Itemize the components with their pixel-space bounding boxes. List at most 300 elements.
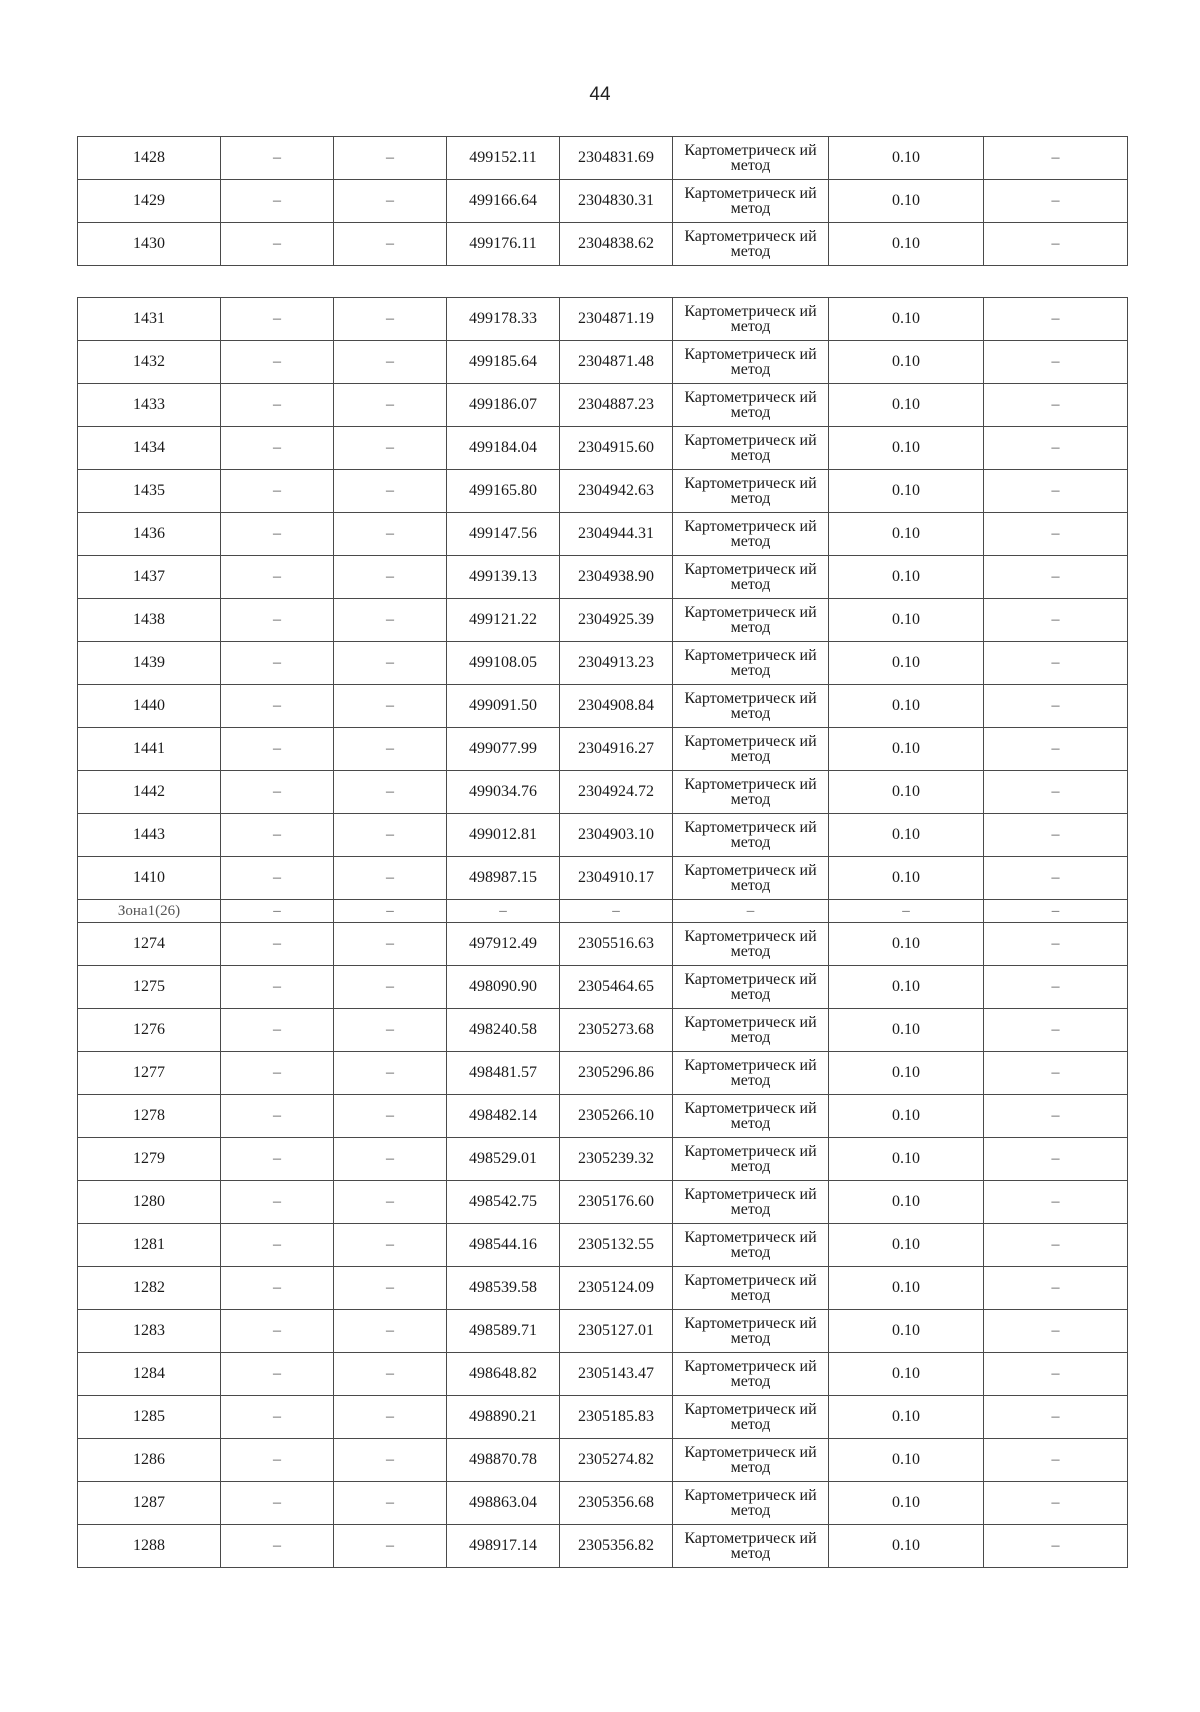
empty-value-cell: – — [334, 384, 447, 427]
point-number-cell: 1429 — [78, 180, 221, 223]
empty-value-cell: – — [334, 137, 447, 180]
empty-value-cell: – — [221, 298, 334, 341]
accuracy-cell: 0.10 — [829, 556, 984, 599]
y-coordinate-cell: 2305143.47 — [560, 1353, 673, 1396]
y-coordinate-cell: 2305273.68 — [560, 1009, 673, 1052]
method-cell: – — [673, 900, 829, 923]
empty-value-cell: – — [221, 1009, 334, 1052]
point-number-cell: 1438 — [78, 599, 221, 642]
accuracy-cell: 0.10 — [829, 1353, 984, 1396]
empty-value-cell: – — [984, 1353, 1128, 1396]
table-row — [78, 1052, 1128, 1095]
y-coordinate-cell: 2304910.17 — [560, 857, 673, 900]
table-row — [78, 923, 1128, 966]
empty-value-cell: – — [334, 1396, 447, 1439]
empty-value-cell: – — [984, 298, 1128, 341]
method-cell: Картометрическ ий метод — [673, 1439, 829, 1482]
empty-value-cell: – — [984, 470, 1128, 513]
table-row — [78, 1396, 1128, 1439]
x-coordinate-cell: – — [447, 900, 560, 923]
point-number-cell: 1282 — [78, 1267, 221, 1310]
empty-value-cell: – — [984, 1525, 1128, 1568]
accuracy-cell: 0.10 — [829, 1482, 984, 1525]
table-row — [78, 1310, 1128, 1353]
empty-value-cell: – — [334, 1525, 447, 1568]
y-coordinate-cell: 2305516.63 — [560, 923, 673, 966]
table-row — [78, 599, 1128, 642]
empty-value-cell: – — [334, 642, 447, 685]
empty-value-cell: – — [334, 1267, 447, 1310]
y-coordinate-cell: 2304938.90 — [560, 556, 673, 599]
empty-value-cell: – — [334, 1138, 447, 1181]
table-row — [78, 685, 1128, 728]
accuracy-cell: 0.10 — [829, 341, 984, 384]
method-cell: Картометрическ ий метод — [673, 814, 829, 857]
accuracy-cell: 0.10 — [829, 1052, 984, 1095]
table-row — [78, 427, 1128, 470]
point-number-cell: 1430 — [78, 223, 221, 266]
x-coordinate-cell: 499139.13 — [447, 556, 560, 599]
empty-value-cell: – — [334, 470, 447, 513]
point-number-cell: 1439 — [78, 642, 221, 685]
point-number-cell: 1280 — [78, 1181, 221, 1224]
empty-value-cell: – — [221, 1267, 334, 1310]
table-row — [78, 298, 1128, 341]
empty-value-cell: – — [984, 1138, 1128, 1181]
x-coordinate-cell: 498987.15 — [447, 857, 560, 900]
x-coordinate-cell: 498544.16 — [447, 1224, 560, 1267]
point-number-cell: 1277 — [78, 1052, 221, 1095]
page-number: 44 — [589, 84, 611, 105]
empty-value-cell: – — [221, 814, 334, 857]
y-coordinate-cell: 2305132.55 — [560, 1224, 673, 1267]
empty-value-cell: – — [221, 341, 334, 384]
point-number-cell: 1288 — [78, 1525, 221, 1568]
empty-value-cell: – — [334, 1439, 447, 1482]
point-number-cell: 1279 — [78, 1138, 221, 1181]
point-number-cell: 1432 — [78, 341, 221, 384]
accuracy-cell: 0.10 — [829, 685, 984, 728]
method-cell: Картометрическ ий метод — [673, 771, 829, 814]
method-cell: Картометрическ ий метод — [673, 137, 829, 180]
accuracy-cell: 0.10 — [829, 298, 984, 341]
table-row — [78, 556, 1128, 599]
x-coordinate-cell: 498240.58 — [447, 1009, 560, 1052]
accuracy-cell: 0.10 — [829, 223, 984, 266]
empty-value-cell: – — [221, 513, 334, 556]
empty-value-cell: – — [221, 1439, 334, 1482]
method-cell: Картометрическ ий метод — [673, 556, 829, 599]
empty-value-cell: – — [984, 556, 1128, 599]
y-coordinate-cell: 2304916.27 — [560, 728, 673, 771]
y-coordinate-cell: 2304903.10 — [560, 814, 673, 857]
accuracy-cell: 0.10 — [829, 966, 984, 1009]
table-row — [78, 1482, 1128, 1525]
point-number-cell: 1278 — [78, 1095, 221, 1138]
empty-value-cell: – — [984, 599, 1128, 642]
empty-value-cell: – — [221, 966, 334, 1009]
point-number-cell: 1285 — [78, 1396, 221, 1439]
table-row — [78, 728, 1128, 771]
empty-value-cell: – — [334, 1482, 447, 1525]
x-coordinate-cell: 498090.90 — [447, 966, 560, 1009]
empty-value-cell: – — [221, 137, 334, 180]
x-coordinate-cell: 499077.99 — [447, 728, 560, 771]
x-coordinate-cell: 498589.71 — [447, 1310, 560, 1353]
x-coordinate-cell: 498870.78 — [447, 1439, 560, 1482]
x-coordinate-cell: 498890.21 — [447, 1396, 560, 1439]
y-coordinate-cell: 2304831.69 — [560, 137, 673, 180]
method-cell: Картометрическ ий метод — [673, 1525, 829, 1568]
table-row — [78, 857, 1128, 900]
table-row — [78, 223, 1128, 266]
table-row — [78, 384, 1128, 427]
empty-value-cell: – — [984, 1310, 1128, 1353]
x-coordinate-cell: 499184.04 — [447, 427, 560, 470]
y-coordinate-cell: 2304830.31 — [560, 180, 673, 223]
y-coordinate-cell: 2304871.48 — [560, 341, 673, 384]
point-number-cell: 1436 — [78, 513, 221, 556]
point-number-cell: 1437 — [78, 556, 221, 599]
empty-value-cell: – — [221, 1138, 334, 1181]
y-coordinate-cell: 2304871.19 — [560, 298, 673, 341]
empty-value-cell: – — [221, 685, 334, 728]
x-coordinate-cell: 498529.01 — [447, 1138, 560, 1181]
x-coordinate-cell: 498648.82 — [447, 1353, 560, 1396]
empty-value-cell: – — [221, 180, 334, 223]
method-cell: Картометрическ ий метод — [673, 1267, 829, 1310]
table-row — [78, 1224, 1128, 1267]
empty-value-cell: – — [221, 1310, 334, 1353]
accuracy-cell: 0.10 — [829, 1525, 984, 1568]
point-number-cell: 1440 — [78, 685, 221, 728]
empty-value-cell: – — [221, 642, 334, 685]
method-cell: Картометрическ ий метод — [673, 1138, 829, 1181]
accuracy-cell: 0.10 — [829, 642, 984, 685]
empty-value-cell: – — [334, 1095, 447, 1138]
x-coordinate-cell: 499178.33 — [447, 298, 560, 341]
y-coordinate-cell: 2304913.23 — [560, 642, 673, 685]
x-coordinate-cell: 498482.14 — [447, 1095, 560, 1138]
empty-value-cell: – — [221, 1095, 334, 1138]
method-cell: Картометрическ ий метод — [673, 857, 829, 900]
point-number-cell: 1287 — [78, 1482, 221, 1525]
accuracy-cell: 0.10 — [829, 180, 984, 223]
y-coordinate-cell: 2305274.82 — [560, 1439, 673, 1482]
method-cell: Картометрическ ий метод — [673, 1095, 829, 1138]
accuracy-cell: 0.10 — [829, 513, 984, 556]
empty-value-cell: – — [984, 137, 1128, 180]
point-number-cell: 1443 — [78, 814, 221, 857]
empty-value-cell: – — [984, 771, 1128, 814]
empty-value-cell: – — [984, 223, 1128, 266]
empty-value-cell: – — [984, 1396, 1128, 1439]
method-cell: Картометрическ ий метод — [673, 470, 829, 513]
method-cell: Картометрическ ий метод — [673, 1310, 829, 1353]
point-number-cell: 1433 — [78, 384, 221, 427]
empty-value-cell: – — [984, 642, 1128, 685]
empty-value-cell: – — [334, 298, 447, 341]
empty-value-cell: – — [334, 1310, 447, 1353]
empty-value-cell: – — [984, 1224, 1128, 1267]
method-cell: Картометрическ ий метод — [673, 966, 829, 1009]
x-coordinate-cell: 498917.14 — [447, 1525, 560, 1568]
empty-value-cell: – — [334, 341, 447, 384]
empty-value-cell: – — [221, 1396, 334, 1439]
point-number-cell: 1442 — [78, 771, 221, 814]
table-row — [78, 1353, 1128, 1396]
accuracy-cell: 0.10 — [829, 1310, 984, 1353]
table-row — [78, 1138, 1128, 1181]
empty-value-cell: – — [221, 771, 334, 814]
table-row — [78, 814, 1128, 857]
x-coordinate-cell: 498542.75 — [447, 1181, 560, 1224]
empty-value-cell: – — [221, 556, 334, 599]
x-coordinate-cell: 498539.58 — [447, 1267, 560, 1310]
table-row — [78, 642, 1128, 685]
method-cell: Картометрическ ий метод — [673, 1482, 829, 1525]
empty-value-cell: – — [334, 857, 447, 900]
empty-value-cell: – — [334, 814, 447, 857]
empty-value-cell: – — [221, 599, 334, 642]
accuracy-cell: 0.10 — [829, 814, 984, 857]
point-number-cell: 1275 — [78, 966, 221, 1009]
point-number-cell: 1274 — [78, 923, 221, 966]
accuracy-cell: 0.10 — [829, 427, 984, 470]
method-cell: Картометрическ ий метод — [673, 384, 829, 427]
empty-value-cell: – — [221, 728, 334, 771]
method-cell: Картометрическ ий метод — [673, 427, 829, 470]
x-coordinate-cell: 499152.11 — [447, 137, 560, 180]
y-coordinate-cell: 2305296.86 — [560, 1052, 673, 1095]
point-number-cell: 1428 — [78, 137, 221, 180]
empty-value-cell: – — [334, 427, 447, 470]
y-coordinate-cell: 2305185.83 — [560, 1396, 673, 1439]
empty-value-cell: – — [984, 814, 1128, 857]
method-cell: Картометрическ ий метод — [673, 642, 829, 685]
accuracy-cell: 0.10 — [829, 599, 984, 642]
y-coordinate-cell: 2304944.31 — [560, 513, 673, 556]
accuracy-cell: 0.10 — [829, 1138, 984, 1181]
empty-value-cell: – — [984, 857, 1128, 900]
empty-value-cell: – — [221, 923, 334, 966]
empty-value-cell: – — [334, 966, 447, 1009]
method-cell: Картометрическ ий метод — [673, 298, 829, 341]
empty-value-cell: – — [984, 180, 1128, 223]
empty-value-cell: – — [221, 1353, 334, 1396]
empty-value-cell: – — [334, 513, 447, 556]
point-number-cell: 1276 — [78, 1009, 221, 1052]
method-cell: Картометрическ ий метод — [673, 1224, 829, 1267]
method-cell: Картометрическ ий метод — [673, 1353, 829, 1396]
y-coordinate-cell: 2304942.63 — [560, 470, 673, 513]
x-coordinate-cell: 498481.57 — [447, 1052, 560, 1095]
empty-value-cell: – — [984, 1009, 1128, 1052]
table-row — [78, 1267, 1128, 1310]
empty-value-cell: – — [221, 427, 334, 470]
accuracy-cell: 0.10 — [829, 384, 984, 427]
method-cell: Картометрическ ий метод — [673, 728, 829, 771]
y-coordinate-cell: 2305266.10 — [560, 1095, 673, 1138]
point-number-cell: 1434 — [78, 427, 221, 470]
empty-value-cell: – — [334, 1052, 447, 1095]
point-number-cell: 1410 — [78, 857, 221, 900]
y-coordinate-cell: 2304887.23 — [560, 384, 673, 427]
table-row — [78, 1439, 1128, 1482]
empty-value-cell: – — [334, 1009, 447, 1052]
zone-header-row — [78, 900, 1128, 923]
point-number-cell: 1431 — [78, 298, 221, 341]
empty-value-cell: – — [334, 900, 447, 923]
empty-value-cell: – — [334, 556, 447, 599]
y-coordinate-cell: 2305176.60 — [560, 1181, 673, 1224]
accuracy-cell: 0.10 — [829, 1181, 984, 1224]
empty-value-cell: – — [984, 384, 1128, 427]
empty-value-cell: – — [334, 1181, 447, 1224]
empty-value-cell: – — [221, 384, 334, 427]
empty-value-cell: – — [334, 1353, 447, 1396]
y-coordinate-cell: 2304908.84 — [560, 685, 673, 728]
empty-value-cell: – — [221, 1525, 334, 1568]
x-coordinate-cell: 499147.56 — [447, 513, 560, 556]
empty-value-cell: – — [984, 1095, 1128, 1138]
accuracy-cell: 0.10 — [829, 1009, 984, 1052]
x-coordinate-cell: 499165.80 — [447, 470, 560, 513]
method-cell: Картометрическ ий метод — [673, 180, 829, 223]
empty-value-cell: – — [984, 1482, 1128, 1525]
y-coordinate-cell: – — [560, 900, 673, 923]
empty-value-cell: – — [984, 427, 1128, 470]
x-coordinate-cell: 499108.05 — [447, 642, 560, 685]
table-row — [78, 966, 1128, 1009]
empty-value-cell: – — [221, 470, 334, 513]
table-row — [78, 470, 1128, 513]
empty-value-cell: – — [984, 728, 1128, 771]
table-row — [78, 1095, 1128, 1138]
empty-value-cell: – — [984, 1439, 1128, 1482]
empty-value-cell: – — [221, 223, 334, 266]
x-coordinate-cell: 499186.07 — [447, 384, 560, 427]
y-coordinate-cell: 2304838.62 — [560, 223, 673, 266]
table-row — [78, 1525, 1128, 1568]
method-cell: Картометрическ ий метод — [673, 1181, 829, 1224]
method-cell: Картометрическ ий метод — [673, 599, 829, 642]
table-row — [78, 137, 1128, 180]
empty-value-cell: – — [984, 513, 1128, 556]
accuracy-cell: 0.10 — [829, 1224, 984, 1267]
x-coordinate-cell: 499176.11 — [447, 223, 560, 266]
accuracy-cell: 0.10 — [829, 857, 984, 900]
method-cell: Картометрическ ий метод — [673, 1396, 829, 1439]
empty-value-cell: – — [984, 900, 1128, 923]
method-cell: Картометрическ ий метод — [673, 341, 829, 384]
empty-value-cell: – — [334, 1224, 447, 1267]
empty-value-cell: – — [984, 685, 1128, 728]
accuracy-cell: 0.10 — [829, 1267, 984, 1310]
accuracy-cell: 0.10 — [829, 470, 984, 513]
point-number-cell: 1284 — [78, 1353, 221, 1396]
empty-value-cell: – — [221, 1052, 334, 1095]
accuracy-cell: 0.10 — [829, 771, 984, 814]
method-cell: Картометрическ ий метод — [673, 685, 829, 728]
empty-value-cell: – — [221, 857, 334, 900]
point-number-cell: 1281 — [78, 1224, 221, 1267]
table-row — [78, 513, 1128, 556]
empty-value-cell: – — [221, 1224, 334, 1267]
empty-value-cell: – — [984, 1052, 1128, 1095]
empty-value-cell: – — [334, 599, 447, 642]
x-coordinate-cell: 499091.50 — [447, 685, 560, 728]
table-row — [78, 1181, 1128, 1224]
y-coordinate-cell: 2305356.68 — [560, 1482, 673, 1525]
empty-value-cell: – — [221, 900, 334, 923]
accuracy-cell: 0.10 — [829, 1439, 984, 1482]
y-coordinate-cell: 2304915.60 — [560, 427, 673, 470]
method-cell: Картометрическ ий метод — [673, 923, 829, 966]
coordinates-table-main — [77, 297, 1128, 1568]
empty-value-cell: – — [984, 1267, 1128, 1310]
point-number-cell: 1283 — [78, 1310, 221, 1353]
table-row — [78, 341, 1128, 384]
method-cell: Картометрическ ий метод — [673, 513, 829, 556]
empty-value-cell: – — [984, 966, 1128, 1009]
method-cell: Картометрическ ий метод — [673, 1052, 829, 1095]
y-coordinate-cell: 2304925.39 — [560, 599, 673, 642]
accuracy-cell: 0.10 — [829, 728, 984, 771]
accuracy-cell: 0.10 — [829, 1396, 984, 1439]
empty-value-cell: – — [984, 1181, 1128, 1224]
x-coordinate-cell: 499034.76 — [447, 771, 560, 814]
accuracy-cell: 0.10 — [829, 923, 984, 966]
point-number-cell: 1286 — [78, 1439, 221, 1482]
accuracy-cell: 0.10 — [829, 137, 984, 180]
accuracy-cell: 0.10 — [829, 1095, 984, 1138]
point-number-cell: 1441 — [78, 728, 221, 771]
y-coordinate-cell: 2305356.82 — [560, 1525, 673, 1568]
accuracy-cell: – — [829, 900, 984, 923]
empty-value-cell: – — [334, 223, 447, 266]
x-coordinate-cell: 499121.22 — [447, 599, 560, 642]
table-row — [78, 771, 1128, 814]
empty-value-cell: – — [334, 923, 447, 966]
empty-value-cell: – — [334, 685, 447, 728]
x-coordinate-cell: 499166.64 — [447, 180, 560, 223]
empty-value-cell: – — [334, 771, 447, 814]
empty-value-cell: – — [984, 341, 1128, 384]
empty-value-cell: – — [334, 728, 447, 771]
y-coordinate-cell: 2305464.65 — [560, 966, 673, 1009]
y-coordinate-cell: 2305124.09 — [560, 1267, 673, 1310]
method-cell: Картометрическ ий метод — [673, 223, 829, 266]
coordinates-table-top — [77, 136, 1128, 266]
y-coordinate-cell: 2304924.72 — [560, 771, 673, 814]
table-row — [78, 180, 1128, 223]
x-coordinate-cell: 499012.81 — [447, 814, 560, 857]
empty-value-cell: – — [334, 180, 447, 223]
empty-value-cell: – — [221, 1482, 334, 1525]
method-cell: Картометрическ ий метод — [673, 1009, 829, 1052]
y-coordinate-cell: 2305127.01 — [560, 1310, 673, 1353]
empty-value-cell: – — [984, 923, 1128, 966]
empty-value-cell: – — [221, 1181, 334, 1224]
x-coordinate-cell: 498863.04 — [447, 1482, 560, 1525]
x-coordinate-cell: 497912.49 — [447, 923, 560, 966]
point-number-cell: Зона1(26) — [78, 900, 221, 923]
y-coordinate-cell: 2305239.32 — [560, 1138, 673, 1181]
x-coordinate-cell: 499185.64 — [447, 341, 560, 384]
point-number-cell: 1435 — [78, 470, 221, 513]
table-row — [78, 1009, 1128, 1052]
